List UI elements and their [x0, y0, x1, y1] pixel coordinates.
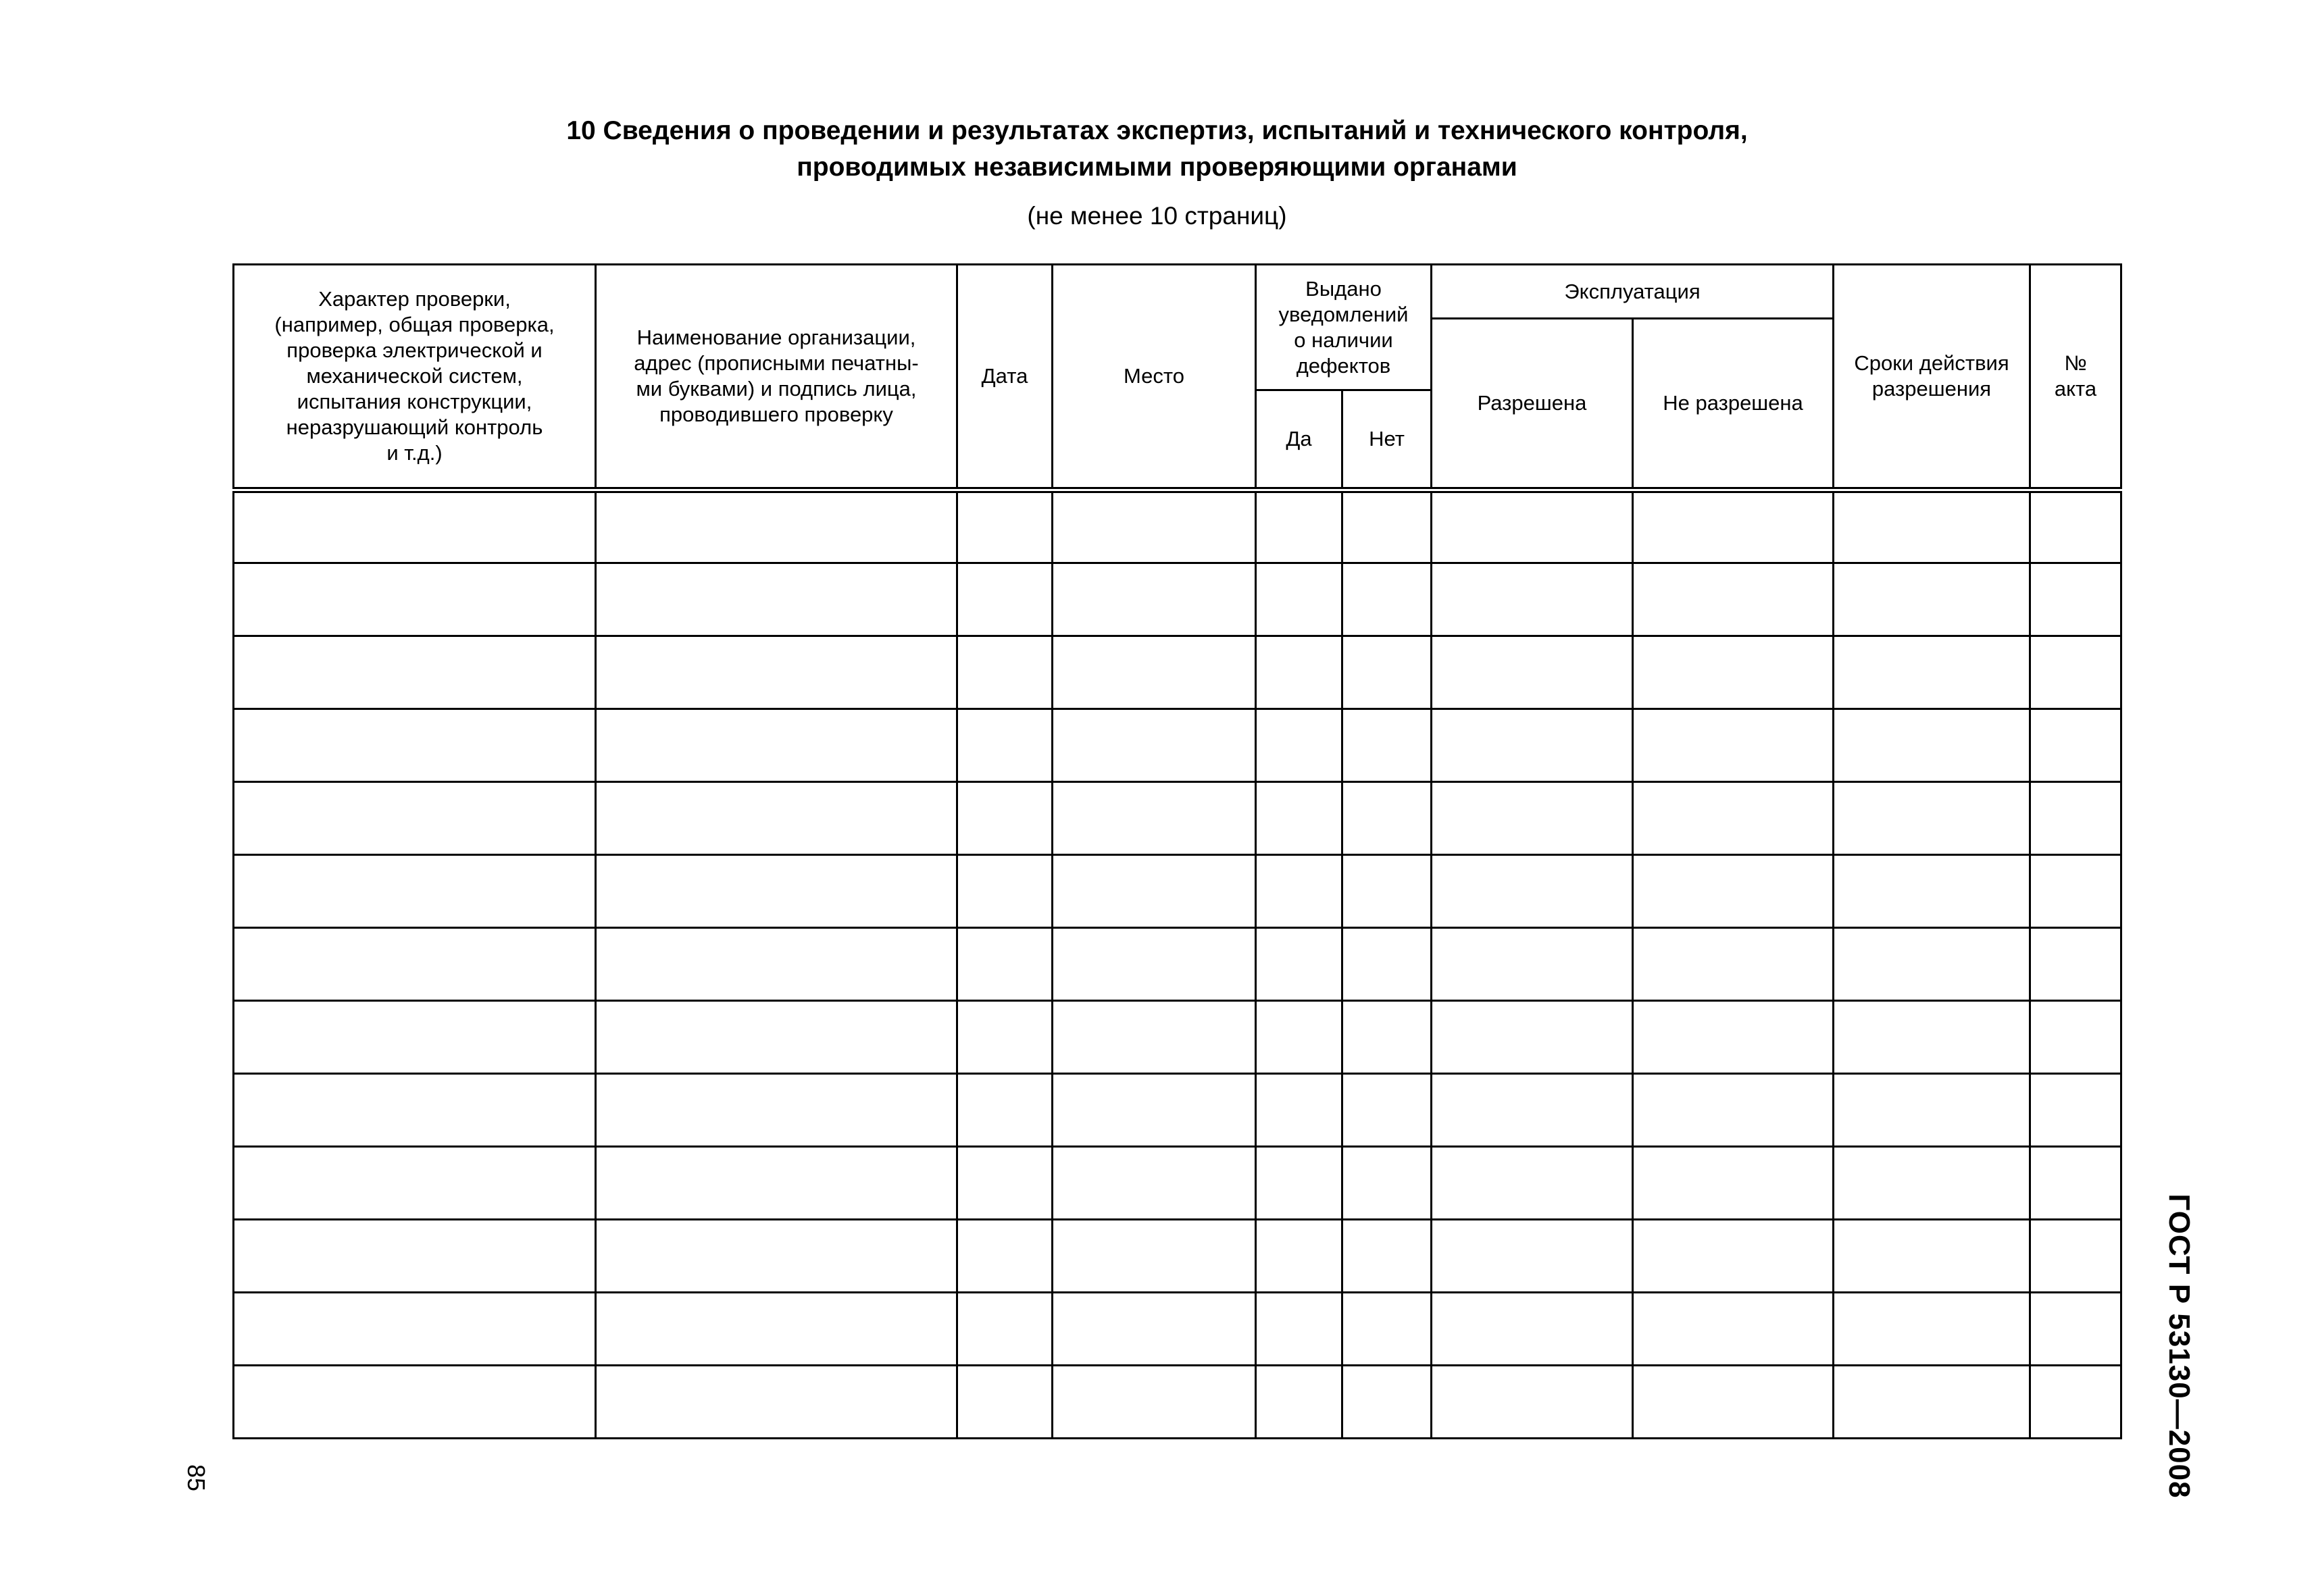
cell-place[interactable] — [1053, 636, 1256, 709]
cell-permit-validity[interactable] — [1834, 1220, 2030, 1293]
cell-operation-allowed[interactable] — [1432, 1074, 1633, 1147]
table-row — [234, 1074, 2121, 1147]
header-permit-validity: Сроки действия разрешения — [1834, 265, 2030, 490]
cell-permit-validity[interactable] — [1834, 1074, 2030, 1147]
register-body — [234, 490, 2121, 1439]
cell-organization[interactable] — [596, 490, 957, 563]
standard-code-text: ГОСТ Р 53130—2008 — [2163, 1193, 2196, 1499]
cell-defects-no[interactable] — [1342, 1366, 1432, 1439]
cell-act-number[interactable] — [2030, 636, 2121, 709]
cell-operation-denied[interactable] — [1633, 636, 1834, 709]
cell-date[interactable] — [957, 1220, 1053, 1293]
cell-defects-yes[interactable] — [1256, 1001, 1342, 1074]
cell-check-type[interactable] — [234, 1147, 596, 1220]
cell-operation-denied[interactable] — [1633, 490, 1834, 563]
cell-defects-yes[interactable] — [1256, 928, 1342, 1001]
cell-organization[interactable] — [596, 563, 957, 636]
page-number-text: 85 — [182, 1464, 210, 1492]
cell-operation-allowed[interactable] — [1432, 1220, 1633, 1293]
cell-operation-denied[interactable] — [1633, 1001, 1834, 1074]
cell-organization[interactable] — [596, 1074, 957, 1147]
cell-organization[interactable] — [596, 1147, 957, 1220]
cell-operation-allowed[interactable] — [1432, 928, 1633, 1001]
table-row — [234, 855, 2121, 928]
cell-permit-validity[interactable] — [1834, 563, 2030, 636]
table-row — [234, 1366, 2121, 1439]
cell-act-number[interactable] — [2030, 1366, 2121, 1439]
cell-check-type[interactable] — [234, 782, 596, 855]
cell-check-type[interactable] — [234, 1220, 596, 1293]
cell-place[interactable] — [1053, 928, 1256, 1001]
cell-permit-validity[interactable] — [1834, 928, 2030, 1001]
cell-defects-no[interactable] — [1342, 1074, 1432, 1147]
cell-operation-denied[interactable] — [1633, 563, 1834, 636]
cell-permit-validity[interactable] — [1834, 1293, 2030, 1366]
cell-permit-validity[interactable] — [1834, 782, 2030, 855]
cell-defects-yes[interactable] — [1256, 1147, 1342, 1220]
cell-permit-validity[interactable] — [1834, 1366, 2030, 1439]
cell-act-number[interactable] — [2030, 563, 2121, 636]
cell-check-type[interactable] — [234, 1001, 596, 1074]
cell-check-type[interactable] — [234, 1074, 596, 1147]
cell-check-type[interactable] — [234, 709, 596, 782]
cell-operation-denied[interactable] — [1633, 1366, 1834, 1439]
cell-date[interactable] — [957, 1001, 1053, 1074]
cell-place[interactable] — [1053, 1293, 1256, 1366]
cell-place[interactable] — [1053, 490, 1256, 563]
table-row — [234, 1220, 2121, 1293]
header-operation-allowed: Разрешена — [1432, 319, 1633, 490]
section-subtitle: (не менее 10 страниц) — [1027, 202, 1287, 230]
cell-act-number[interactable] — [2030, 709, 2121, 782]
cell-permit-validity[interactable] — [1834, 709, 2030, 782]
cell-check-type[interactable] — [234, 855, 596, 928]
cell-check-type[interactable] — [234, 490, 596, 563]
cell-date[interactable] — [957, 1147, 1053, 1220]
table-row — [234, 636, 2121, 709]
cell-defects-no[interactable] — [1342, 563, 1432, 636]
cell-check-type[interactable] — [234, 636, 596, 709]
inspection-register-table-wrap — [232, 263, 2120, 1481]
cell-act-number[interactable] — [2030, 1293, 2121, 1366]
cell-permit-validity[interactable] — [1834, 636, 2030, 709]
cell-place[interactable] — [1053, 563, 1256, 636]
cell-defects-no[interactable] — [1342, 1001, 1432, 1074]
header-operation: Эксплуатация — [1432, 265, 1834, 319]
cell-operation-denied[interactable] — [1633, 1074, 1834, 1147]
table-row — [234, 1001, 2121, 1074]
header-place: Место — [1053, 265, 1256, 490]
header-date: Дата — [957, 265, 1053, 490]
cell-defects-no[interactable] — [1342, 782, 1432, 855]
header-defects-no: Нет — [1342, 390, 1432, 490]
cell-operation-allowed[interactable] — [1432, 1147, 1633, 1220]
cell-permit-validity[interactable] — [1834, 1001, 2030, 1074]
cell-date[interactable] — [957, 1293, 1053, 1366]
cell-act-number[interactable] — [2030, 1220, 2121, 1293]
cell-defects-no[interactable] — [1342, 636, 1432, 709]
cell-operation-allowed[interactable] — [1432, 636, 1633, 709]
cell-defects-yes[interactable] — [1256, 1366, 1342, 1439]
cell-place[interactable] — [1053, 855, 1256, 928]
cell-organization[interactable] — [596, 636, 957, 709]
cell-operation-denied[interactable] — [1633, 1220, 1834, 1293]
inspection-register-table — [232, 263, 2122, 1439]
cell-operation-allowed[interactable] — [1432, 709, 1633, 782]
cell-operation-allowed[interactable] — [1432, 855, 1633, 928]
cell-defects-yes[interactable] — [1256, 1293, 1342, 1366]
cell-operation-denied[interactable] — [1633, 709, 1834, 782]
cell-defects-yes[interactable] — [1256, 709, 1342, 782]
cell-defects-no[interactable] — [1342, 1220, 1432, 1293]
cell-date[interactable] — [957, 1074, 1053, 1147]
cell-defects-yes[interactable] — [1256, 1220, 1342, 1293]
cell-defects-yes[interactable] — [1256, 782, 1342, 855]
cell-place[interactable] — [1053, 709, 1256, 782]
table-row — [234, 928, 2121, 1001]
cell-organization[interactable] — [596, 1220, 957, 1293]
cell-date[interactable] — [957, 563, 1053, 636]
cell-defects-yes[interactable] — [1256, 1074, 1342, 1147]
table-row — [234, 1147, 2121, 1220]
cell-date[interactable] — [957, 855, 1053, 928]
cell-place[interactable] — [1053, 1366, 1256, 1439]
cell-check-type[interactable] — [234, 1293, 596, 1366]
cell-defects-no[interactable] — [1342, 928, 1432, 1001]
header-operation-denied: Не разрешена — [1633, 319, 1834, 490]
cell-date[interactable] — [957, 782, 1053, 855]
cell-operation-allowed[interactable] — [1432, 490, 1633, 563]
cell-operation-denied[interactable] — [1633, 855, 1834, 928]
cell-act-number[interactable] — [2030, 782, 2121, 855]
cell-defects-no[interactable] — [1342, 1147, 1432, 1220]
cell-act-number[interactable] — [2030, 928, 2121, 1001]
cell-date[interactable] — [957, 636, 1053, 709]
header-defects-yes: Да — [1256, 390, 1342, 490]
table-row — [234, 1293, 2121, 1366]
cell-defects-no[interactable] — [1342, 709, 1432, 782]
cell-place[interactable] — [1053, 1074, 1256, 1147]
cell-permit-validity[interactable] — [1834, 490, 2030, 563]
cell-organization[interactable] — [596, 928, 957, 1001]
header-organization: Наименование организации, адрес (прописными печатны- ми буквами) и подпись лица, проводившего проверку — [596, 265, 957, 490]
cell-place[interactable] — [1053, 1001, 1256, 1074]
cell-date[interactable] — [957, 490, 1053, 563]
cell-date[interactable] — [957, 928, 1053, 1001]
cell-operation-allowed[interactable] — [1432, 1293, 1633, 1366]
table-row — [234, 563, 2121, 636]
cell-defects-yes[interactable] — [1256, 490, 1342, 563]
cell-check-type[interactable] — [234, 1366, 596, 1439]
cell-act-number[interactable] — [2030, 855, 2121, 928]
cell-defects-yes[interactable] — [1256, 636, 1342, 709]
header-defects-notice: Выдано уведомлений о наличии дефектов — [1256, 265, 1432, 390]
cell-organization[interactable] — [596, 855, 957, 928]
section-title-line-1: 10 Сведения о проведении и результатах экспертиз, испытаний и технического контроля, — [566, 116, 1748, 145]
cell-date[interactable] — [957, 1366, 1053, 1439]
cell-organization[interactable] — [596, 782, 957, 855]
header-check-type: Характер проверки, (например, общая проверка, проверка электрической и механической систем, испытания конструкции, неразрушающий контроль и т.д.) — [234, 265, 596, 490]
header-act-number: № акта — [2030, 265, 2121, 490]
cell-defects-no[interactable] — [1342, 855, 1432, 928]
cell-place[interactable] — [1053, 1220, 1256, 1293]
cell-act-number[interactable] — [2030, 1147, 2121, 1220]
cell-operation-allowed[interactable] — [1432, 1001, 1633, 1074]
cell-organization[interactable] — [596, 1293, 957, 1366]
cell-operation-denied[interactable] — [1633, 928, 1834, 1001]
cell-act-number[interactable] — [2030, 1074, 2121, 1147]
cell-operation-allowed[interactable] — [1432, 1366, 1633, 1439]
cell-organization[interactable] — [596, 1001, 957, 1074]
cell-check-type[interactable] — [234, 563, 596, 636]
cell-place[interactable] — [1053, 1147, 1256, 1220]
cell-place[interactable] — [1053, 782, 1256, 855]
cell-operation-denied[interactable] — [1633, 1147, 1834, 1220]
cell-check-type[interactable] — [234, 928, 596, 1001]
page-number — [182, 1458, 209, 1498]
cell-operation-allowed[interactable] — [1432, 563, 1633, 636]
table-row — [234, 709, 2121, 782]
cell-defects-no[interactable] — [1342, 1293, 1432, 1366]
cell-operation-denied[interactable] — [1633, 782, 1834, 855]
cell-date[interactable] — [957, 709, 1053, 782]
standard-code-vertical — [2163, 1193, 2196, 1499]
cell-operation-denied[interactable] — [1633, 1293, 1834, 1366]
cell-act-number[interactable] — [2030, 490, 2121, 563]
cell-act-number[interactable] — [2030, 1001, 2121, 1074]
cell-defects-yes[interactable] — [1256, 855, 1342, 928]
cell-defects-yes[interactable] — [1256, 563, 1342, 636]
table-row — [234, 782, 2121, 855]
cell-operation-allowed[interactable] — [1432, 782, 1633, 855]
table-row — [234, 490, 2121, 563]
cell-permit-validity[interactable] — [1834, 1147, 2030, 1220]
cell-defects-no[interactable] — [1342, 490, 1432, 563]
section-title-line-2: проводимых независимыми проверяющими органами — [797, 153, 1517, 182]
cell-organization[interactable] — [596, 1366, 957, 1439]
cell-organization[interactable] — [596, 709, 957, 782]
cell-permit-validity[interactable] — [1834, 855, 2030, 928]
